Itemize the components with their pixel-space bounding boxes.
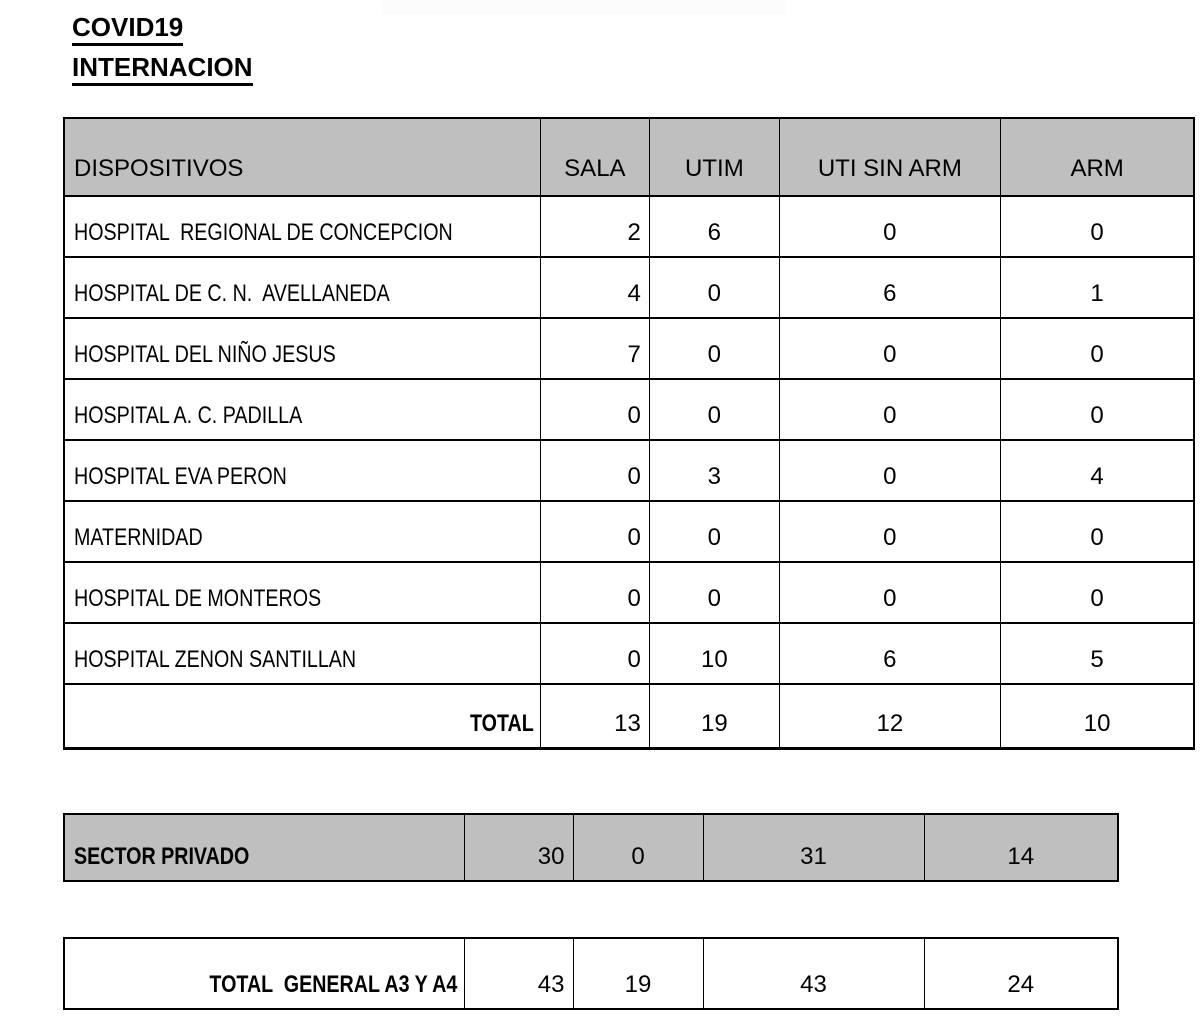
uti-sin-arm-value-cell: 0 <box>779 501 1000 562</box>
device-name-cell <box>64 440 540 501</box>
grand-utim-value-cell: 19 <box>573 938 703 1009</box>
page-title-line1: COVID19 <box>72 12 183 46</box>
total-label-cell <box>64 684 540 748</box>
column-header-dispositivos: DISPOSITIVOS <box>64 118 540 196</box>
hospitals-table <box>63 117 1195 750</box>
table-row <box>64 379 1194 440</box>
device-name: HOSPITAL EVA PERON <box>74 463 287 490</box>
arm-value-cell: 0 <box>1000 196 1194 257</box>
device-name: HOSPITAL DE MONTEROS <box>74 585 322 612</box>
table-row <box>64 501 1194 562</box>
utim-value-cell: 0 <box>649 562 779 623</box>
grand-arm-value-cell: 24 <box>924 938 1118 1009</box>
page-title <box>72 12 253 92</box>
device-name-cell <box>64 318 540 379</box>
utim-value-cell: 0 <box>649 257 779 318</box>
column-header-utim: UTIM <box>649 118 779 196</box>
uti-sin-arm-value-cell: 0 <box>779 440 1000 501</box>
private-uti-sin-arm-value-cell: 31 <box>703 814 924 881</box>
sala-value-cell: 0 <box>540 440 649 501</box>
device-name: HOSPITAL DEL NIÑO JESUS <box>74 341 336 368</box>
sala-value-cell: 0 <box>540 623 649 684</box>
sala-value-cell: 0 <box>540 501 649 562</box>
sala-value-cell: 7 <box>540 318 649 379</box>
header-row <box>64 118 1194 196</box>
private-sector-label: SECTOR PRIVADO <box>74 843 250 870</box>
table-row <box>64 440 1194 501</box>
column-header-uti-sin-arm: UTI SIN ARM <box>779 118 1000 196</box>
table-row <box>64 257 1194 318</box>
private-sala-value-cell: 30 <box>464 814 573 881</box>
utim-value-cell: 0 <box>649 501 779 562</box>
uti-sin-arm-value-cell: 0 <box>779 318 1000 379</box>
arm-value-cell: 0 <box>1000 501 1194 562</box>
page-title-line2: INTERNACION <box>72 52 253 86</box>
arm-value-cell: 0 <box>1000 562 1194 623</box>
uti-sin-arm-value-cell: 6 <box>779 257 1000 318</box>
uti-sin-arm-value-cell: 0 <box>779 562 1000 623</box>
table-row <box>64 318 1194 379</box>
total-label: TOTAL <box>470 709 534 737</box>
total-arm-value-cell: 10 <box>1000 684 1194 748</box>
device-name: HOSPITAL ZENON SANTILLAN <box>74 646 357 673</box>
arm-value-cell: 0 <box>1000 379 1194 440</box>
arm-value-cell: 4 <box>1000 440 1194 501</box>
device-name-cell <box>64 379 540 440</box>
utim-value-cell: 0 <box>649 379 779 440</box>
total-sala-value-cell: 13 <box>540 684 649 748</box>
arm-value-cell: 0 <box>1000 318 1194 379</box>
device-name-cell <box>64 501 540 562</box>
sala-value-cell: 4 <box>540 257 649 318</box>
table-row <box>64 196 1194 257</box>
device-name-cell <box>64 623 540 684</box>
sala-value-cell: 0 <box>540 562 649 623</box>
grand-total-table <box>63 937 1119 1010</box>
utim-value-cell: 0 <box>649 318 779 379</box>
total-uti-sin-arm-value-cell: 12 <box>779 684 1000 748</box>
grand-total-label: TOTAL GENERAL A3 Y A4 <box>209 971 458 998</box>
total-utim-value-cell: 19 <box>649 684 779 748</box>
arm-value-cell: 1 <box>1000 257 1194 318</box>
device-name-cell <box>64 196 540 257</box>
private-sector-label-cell <box>64 814 464 881</box>
table-row <box>64 623 1194 684</box>
top-faint-strip <box>381 0 786 15</box>
table-row <box>64 562 1194 623</box>
sala-value-cell: 2 <box>540 196 649 257</box>
private-utim-value-cell: 0 <box>573 814 703 881</box>
device-name: MATERNIDAD <box>74 524 203 551</box>
total-row <box>64 684 1194 748</box>
arm-value-cell: 5 <box>1000 623 1194 684</box>
utim-value-cell: 6 <box>649 196 779 257</box>
private-sector-table <box>63 813 1119 882</box>
uti-sin-arm-value-cell: 6 <box>779 623 1000 684</box>
grand-total-row <box>64 938 1118 1009</box>
column-header-arm: ARM <box>1000 118 1194 196</box>
device-name-cell <box>64 562 540 623</box>
column-header-sala: SALA <box>540 118 649 196</box>
device-name: HOSPITAL A. C. PADILLA <box>74 402 303 429</box>
sala-value-cell: 0 <box>540 379 649 440</box>
device-name-cell <box>64 257 540 318</box>
private-arm-value-cell: 14 <box>924 814 1118 881</box>
grand-sala-value-cell: 43 <box>464 938 573 1009</box>
utim-value-cell: 3 <box>649 440 779 501</box>
private-sector-row <box>64 814 1118 881</box>
utim-value-cell: 10 <box>649 623 779 684</box>
grand-total-label-cell <box>64 938 464 1009</box>
uti-sin-arm-value-cell: 0 <box>779 196 1000 257</box>
device-name: HOSPITAL REGIONAL DE CONCEPCION <box>74 219 453 246</box>
uti-sin-arm-value-cell: 0 <box>779 379 1000 440</box>
device-name: HOSPITAL DE C. N. AVELLANEDA <box>74 280 390 307</box>
grand-uti-sin-arm-value-cell: 43 <box>703 938 924 1009</box>
